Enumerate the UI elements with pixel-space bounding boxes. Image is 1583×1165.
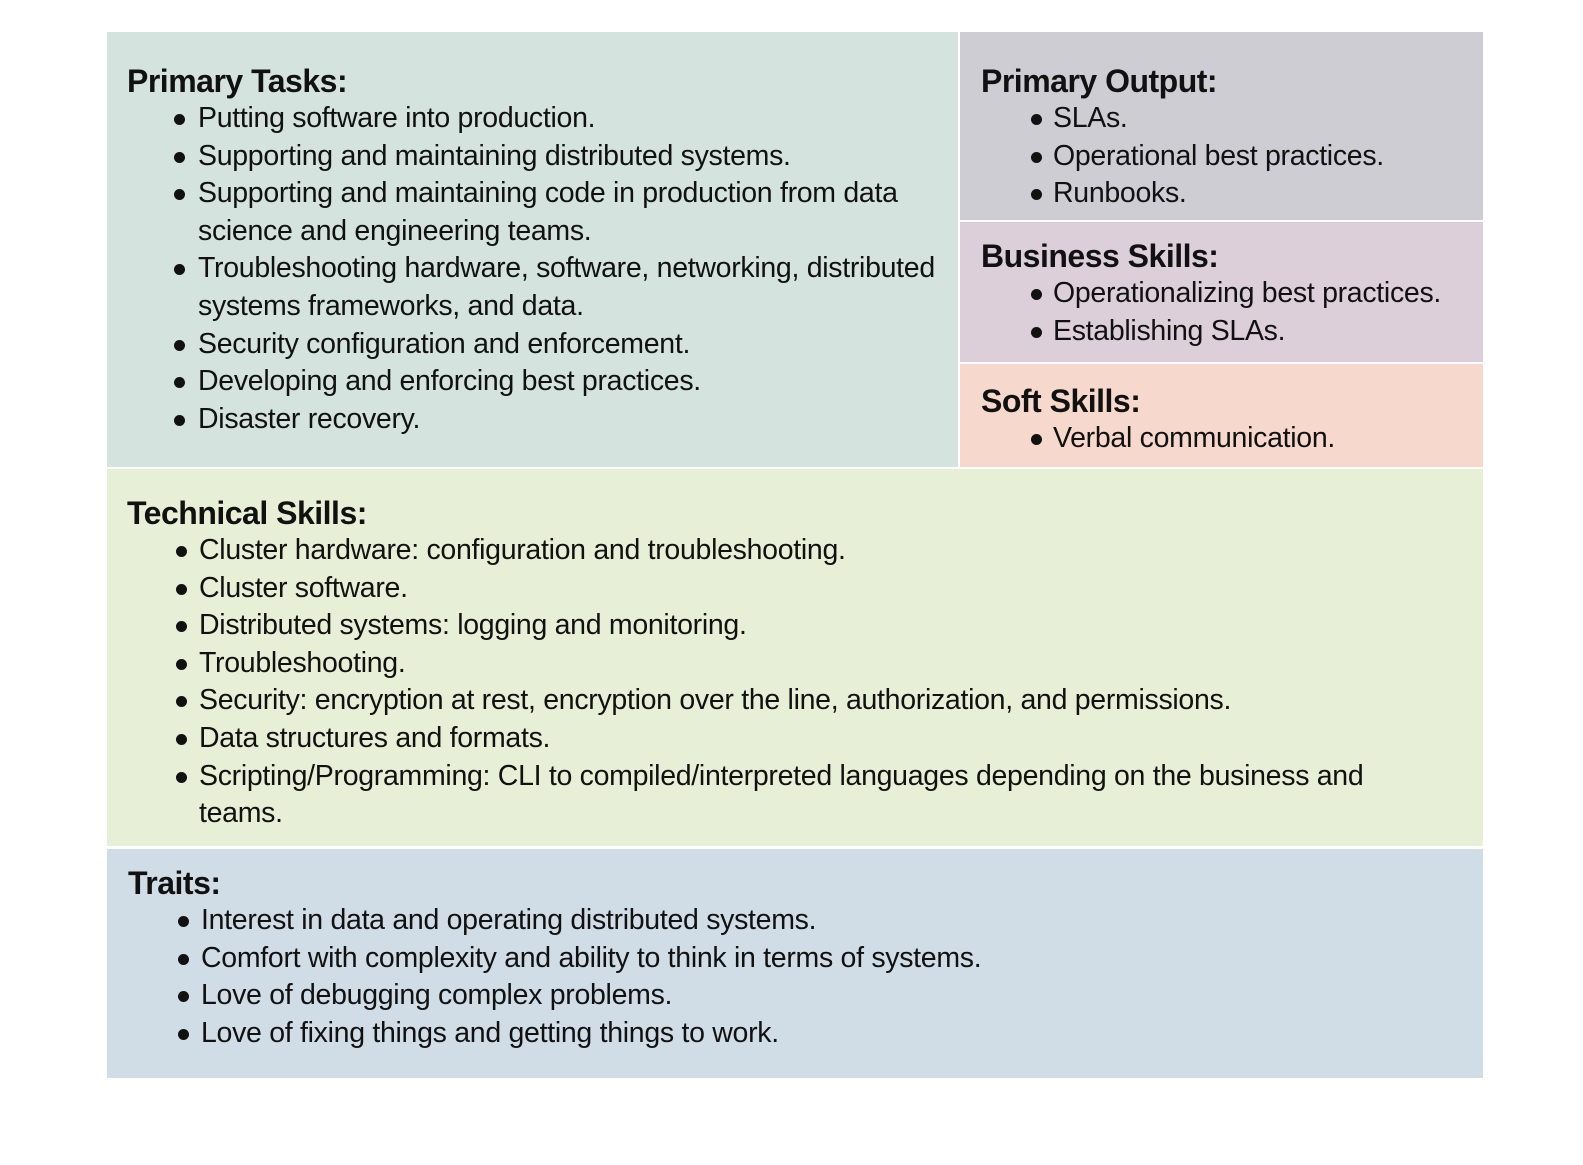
primary-output-list <box>1053 100 1483 213</box>
primary-output-panel <box>960 32 1483 220</box>
traits-heading: Traits: <box>128 865 221 901</box>
soft-skills-heading: Soft Skills: <box>981 383 1141 419</box>
technical-skills-panel <box>107 469 1483 846</box>
list-item: Love of debugging complex problems. <box>201 977 1483 1015</box>
list-item: Runbooks. <box>1053 175 1483 213</box>
list-item: Operational best practices. <box>1053 138 1483 176</box>
list-item: Troubleshooting. <box>199 645 1379 683</box>
technical-skills-list <box>199 532 1379 833</box>
list-item: Data structures and formats. <box>199 720 1379 758</box>
business-skills-list <box>1053 275 1483 350</box>
list-item: Establishing SLAs. <box>1053 313 1483 351</box>
list-item: Operationalizing best practices. <box>1053 275 1483 313</box>
traits-panel <box>107 849 1483 1078</box>
list-item: Security configuration and enforcement. <box>198 326 938 364</box>
list-item: Cluster software. <box>199 570 1379 608</box>
primary-tasks-panel <box>107 32 958 467</box>
technical-skills-heading: Technical Skills: <box>127 495 367 531</box>
list-item: Supporting and maintaining code in production from data science and engineering teams. <box>198 175 938 250</box>
soft-skills-panel <box>960 364 1483 467</box>
business-skills-panel <box>960 222 1483 362</box>
list-item: Developing and enforcing best practices. <box>198 363 938 401</box>
list-item: Love of fixing things and getting things to work. <box>201 1015 1483 1053</box>
list-item: Distributed systems: logging and monitoring. <box>199 607 1379 645</box>
list-item: Security: encryption at rest, encryption over the line, authorization, and permissions. <box>199 682 1379 720</box>
list-item: Verbal communication. <box>1053 420 1483 458</box>
primary-tasks-heading: Primary Tasks: <box>127 63 348 99</box>
list-item: Scripting/Programming: CLI to compiled/interpreted languages depending on the business and teams. <box>199 758 1379 833</box>
soft-skills-list <box>1053 420 1483 458</box>
list-item: Putting software into production. <box>198 100 938 138</box>
list-item: Supporting and maintaining distributed systems. <box>198 138 938 176</box>
list-item: Cluster hardware: configuration and troubleshooting. <box>199 532 1379 570</box>
list-item: Comfort with complexity and ability to think in terms of systems. <box>201 940 1483 978</box>
list-item: Interest in data and operating distributed systems. <box>201 902 1483 940</box>
traits-list <box>201 902 1483 1052</box>
list-item: Disaster recovery. <box>198 401 938 439</box>
list-item: Troubleshooting hardware, software, networking, distributed systems frameworks, and data. <box>198 250 938 325</box>
list-item: SLAs. <box>1053 100 1483 138</box>
primary-tasks-list <box>198 100 938 438</box>
primary-output-heading: Primary Output: <box>981 63 1218 99</box>
business-skills-heading: Business Skills: <box>981 238 1219 274</box>
